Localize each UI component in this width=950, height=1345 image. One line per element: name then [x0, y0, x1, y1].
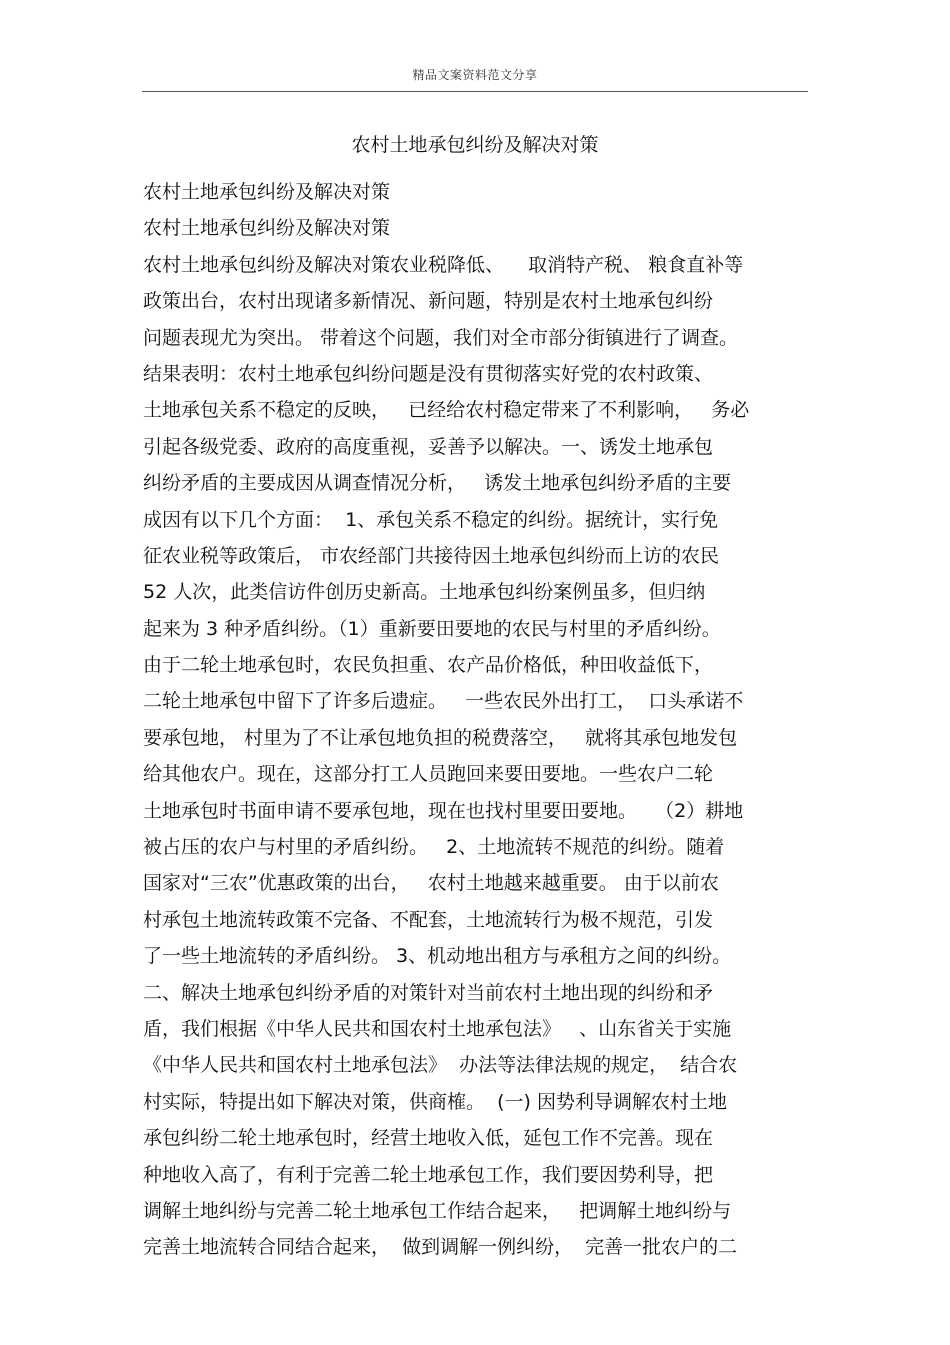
body-text-line: 由于二轮土地承包时，农民负担重、农产品价格低，种田收益低下，: [143, 654, 714, 677]
body-text-line: 二、解决土地承包纠纷矛盾的对策针对当前农村土地出现的纠纷和矛: [143, 981, 714, 1004]
body-text-line: 问题表现尤为突出。 带着这个问题，我们对全市部分街镇进行了调查。: [143, 326, 739, 349]
body-text-line: 征农业税等政策后， 市农经部门共接待因土地承包纠纷而上访的农民: [143, 544, 720, 567]
body-text-line: 种地收入高了，有利于完善二轮土地承包工作，我们要因势利导，把: [143, 1163, 714, 1186]
body-text-line: 结果表明：农村土地承包纠纷问题是没有贯彻落实好党的农村政策、: [143, 362, 714, 385]
body-text-line: 《中华人民共和国农村土地承包法》 办法等法律法规的规定， 结合农: [143, 1054, 738, 1077]
body-text-line: 给其他农户。现在，这部分打工人员跑回来要田要地。一些农户二轮: [143, 763, 714, 786]
body-text-line: 农村土地承包纠纷及解决对策: [143, 181, 391, 203]
body-text-line: 土地承包关系不稳定的反映， 已经给农村稳定带来了不利影响， 务必: [143, 399, 750, 422]
body-text-line: 完善土地流转合同结合起来， 做到调解一例纠纷， 完善一批农户的二: [143, 1236, 738, 1259]
document-title: 农村土地承包纠纷及解决对策: [351, 134, 599, 156]
body-text-line: 纠纷矛盾的主要成因从调查情况分析， 诱发土地承包纠纷矛盾的主要: [143, 472, 732, 495]
body-text-line: 要承包地， 村里为了不让承包地负担的税费落空， 就将其承包地发包: [143, 726, 738, 749]
body-text-line: 二轮土地承包中留下了许多后遗症。 一些农民外出打工， 口头承诺不: [143, 690, 744, 713]
body-text-line: 被占压的农户与村里的矛盾纠纷。 2、土地流转不规范的纠纷。随着: [143, 836, 725, 859]
body-text-line: 承包纠纷二轮土地承包时，经营土地收入低，延包工作不完善。现在: [143, 1127, 714, 1150]
document-body: [143, 174, 823, 1266]
body-text-line: 村承包土地流转政策不完备、不配套，土地流转行为极不规范，引发: [143, 908, 714, 931]
body-text-line: 引起各级党委、政府的高度重视，妥善予以解决。一、诱发土地承包: [143, 435, 714, 458]
body-text-line: 了一些土地流转的矛盾纠纷。 3、机动地出租方与承租方之间的纠纷。: [143, 945, 732, 968]
body-text-line: 政策出台，农村出现诸多新情况、新问题，特别是农村土地承包纠纷: [143, 290, 714, 313]
body-text-line: 调解土地纠纷与完善二轮土地承包工作结合起来， 把调解土地纠纷与: [143, 1199, 732, 1222]
running-header: 精品文案资料范文分享: [412, 68, 538, 82]
body-text-line: 村实际，特提出如下解决对策，供商榷。 (一) 因势利导调解农村土地: [143, 1090, 727, 1113]
body-text-line: 土地承包时书面申请不要承包地，现在也找村里要田要地。 （2）耕地: [143, 799, 744, 822]
body-text-line: 农村土地承包纠纷及解决对策农业税降低、 取消特产税、 粮食直补等: [143, 253, 744, 276]
header-divider: [142, 91, 808, 92]
body-text-line: 起来为 3 种矛盾纠纷。（1）重新要田要地的农民与村里的矛盾纠纷。: [143, 617, 721, 640]
body-text-line: 国家对“三农”优惠政策的出台， 农村土地越来越重要。 由于以前农: [143, 872, 719, 895]
body-text-line: 52 人次，此类信访件创历史新高。土地承包纠纷案例虽多，但归纳: [143, 581, 706, 604]
body-text-line: 盾，我们根据《中华人民共和国农村土地承包法》 、山东省关于实施: [143, 1017, 732, 1040]
body-text-line: 农村土地承包纠纷及解决对策: [143, 217, 391, 240]
body-text-line: 成因有以下几个方面： 1、承包关系不稳定的纠纷。据统计，实行免: [143, 508, 719, 531]
